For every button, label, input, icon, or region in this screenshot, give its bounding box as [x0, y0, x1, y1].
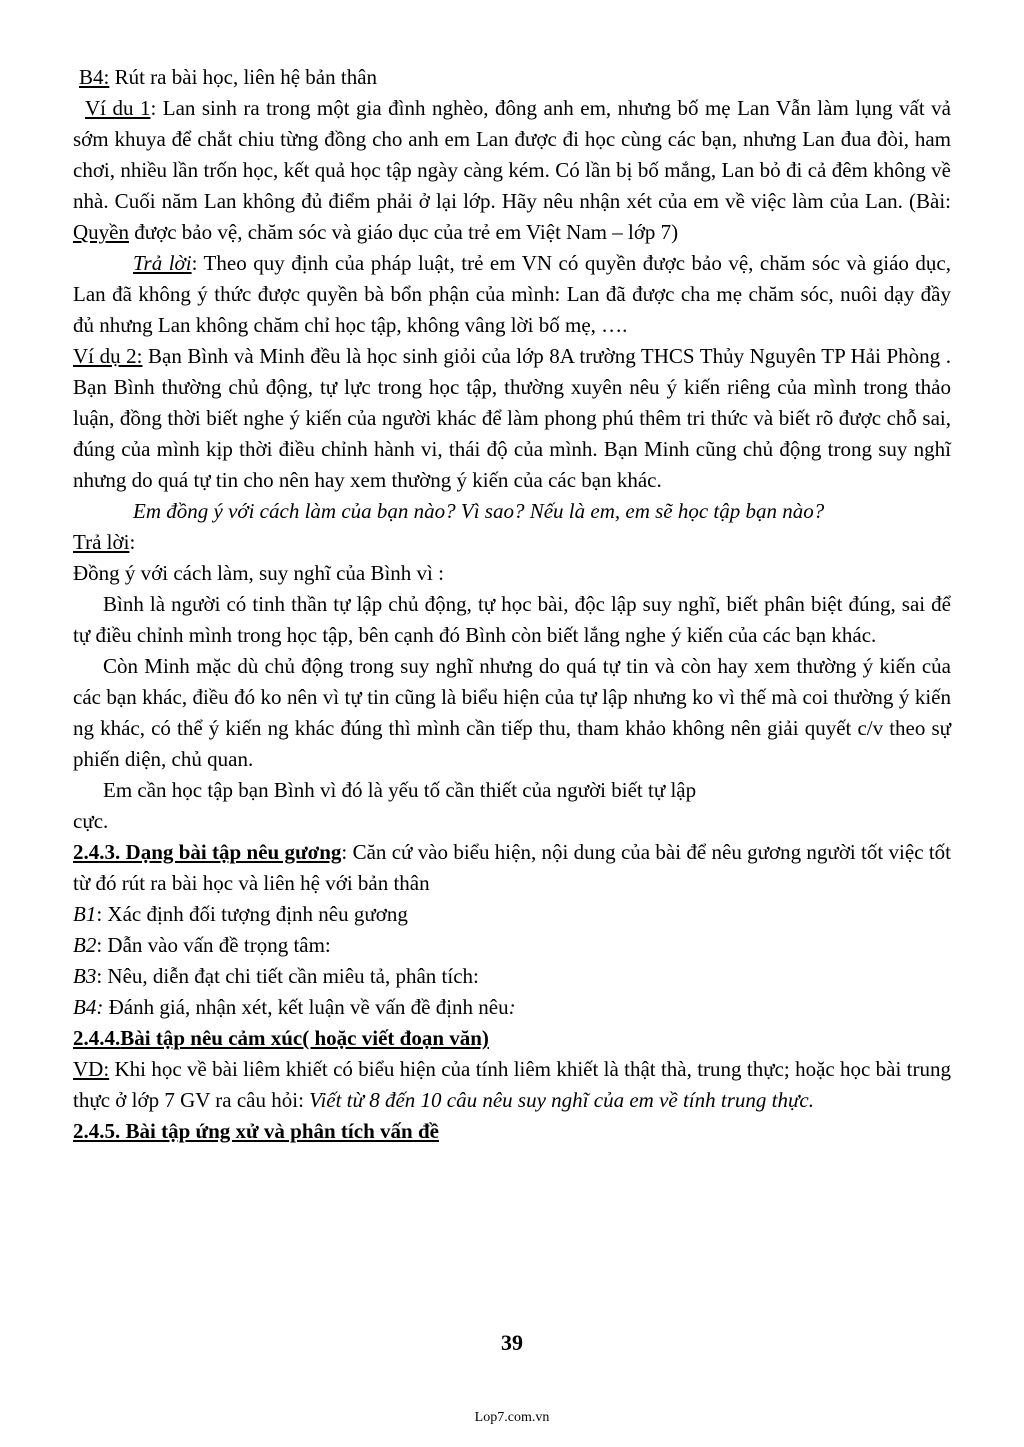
- document-body: [73, 62, 951, 1147]
- answer-2-p3: Còn Minh mặc dù chủ động trong suy nghĩ nhưng do quá tự tin và còn hay xem thường ý kiến của các bạn khác, điều đó ko nên vì tự tin cũng là biểu hiện của tự lập nhưng ko vì thế mà coi thường ý kiến ng khác, có thể ý kiến ng khác đúng thì mình cần tiếp thu, tham khảo không nên giải quyết c/v theo sự phiến diện, chủ quan.: [73, 654, 951, 771]
- step-b3-label: B3: [73, 964, 97, 988]
- answer-2-colon: :: [129, 530, 136, 554]
- example-1-label: Ví du 1: [85, 96, 151, 120]
- step-b4-label: B4:: [73, 995, 104, 1019]
- section-2-4-3: [73, 837, 951, 899]
- step-b1: [73, 899, 951, 930]
- example-2-question: Em đồng ý với cách làm của bạn nào? Vì sao? Nếu là em, em sẽ học tập bạn nào?: [133, 499, 825, 523]
- section-2-4-5-heading: 2.4.5. Bài tập ứng xử và phân tích vấn đề: [73, 1119, 439, 1143]
- section-2-4-4-heading: Bài tập nêu cảm xúc( hoặc viết đoạn văn): [120, 1026, 489, 1050]
- step-b3-text: : Nêu, diễn đạt chi tiết cần miêu tả, phân tích:: [96, 964, 479, 988]
- step-b3: [73, 961, 951, 992]
- section-2-4-4-text: Khi học về bài liêm khiết có biểu hiện của tính liêm khiết là thật thà, trung thực; hoặc học bài trung thực ở lớp 7 GV ra câu hỏi:: [73, 1057, 951, 1112]
- b4-text: Rút ra bài học, liên hệ bản thân: [109, 65, 378, 89]
- answer-2-p2: Bình là người có tinh thần tự lập chủ động, tự học bài, độc lập suy nghĩ, biết phân biệt đúng, sai để tự điều chỉnh mình trong học tập, bên cạnh đó Bình còn biết lắng nghe ý kiến của các bạn khác.: [73, 592, 951, 647]
- step-b4-text: Đánh giá, nhận xét, kết luận về vấn đề định nêu: [103, 995, 509, 1019]
- answer-2-p4: Em cần học tập bạn Bình vì đó là yếu tố cần thiết của người biết tự lập: [103, 778, 697, 802]
- example-1: [73, 93, 951, 248]
- example-2: [73, 341, 951, 496]
- page-number: 39: [501, 1330, 523, 1355]
- step-b4: [73, 992, 951, 1023]
- section-2-4-3-text: : Căn cứ vào biểu hiện, nội dung của bài để nêu gương người tốt việc tốt từ đó rút ra bài học và liên hệ với bản thân: [73, 840, 951, 895]
- section-2-4-4-example: [73, 1054, 951, 1116]
- answer-1-label: Trả lời: [133, 251, 192, 275]
- example-1-lesson-link: Quyền: [73, 220, 129, 244]
- answer-1-text: : Theo quy định của pháp luật, trẻ em VN có quyền được bảo vệ, chăm sóc và giáo dục, Lan đã không ý thức được quyền bà bổn phận của mình: Lan đã được cha mẹ chăm sóc, nuôi dạy đầy đủ nhưng Lan không chăm chỉ học tập, không vâng lời bố mẹ, ….: [73, 251, 951, 337]
- b4-step: [73, 62, 951, 93]
- section-2-4-4: [73, 1023, 951, 1054]
- footer-site: Lop7.com.vn: [474, 1410, 550, 1425]
- example-1-text: : Lan sinh ra trong một gia đình nghèo, đông anh em, nhưng bố mẹ Lan Vẫn làm lụng vất vả sớm khuya để chắt chiu từng đồng cho anh em Lan được đi học cùng các bạn, nhưng Lan đua đòi, ham chơi, nhiều lần trốn học, kết quả học tập ngày càng kém. Có lần bị bố mắng, Lan bỏ đi cả đêm không về nhà. Cuối năm Lan không đủ điểm phải ở lại lớp. Hãy nêu nhận xét của em về việc làm của Lan. (Bài:: [73, 96, 951, 213]
- section-2-4-4-vd-label: VD:: [73, 1057, 110, 1081]
- example-1-text-end: được bảo vệ, chăm sóc và giáo dục của trẻ em Việt Nam – lớp 7): [129, 220, 679, 244]
- step-b4-end: :: [508, 995, 516, 1019]
- step-b2-text: : Dẫn vào vấn đề trọng tâm:: [96, 933, 331, 957]
- answer-2-p1: Đồng ý với cách làm, suy nghĩ của Bình vì :: [73, 561, 444, 585]
- answer-2-p4-end: cực.: [73, 809, 109, 833]
- section-2-4-5: [73, 1116, 951, 1147]
- step-b1-label: B1: [73, 902, 97, 926]
- section-2-4-3-heading: 2.4.3. Dạng bài tập nêu gương: [73, 840, 342, 864]
- answer-1: [73, 248, 951, 341]
- section-2-4-4-prompt: Viết từ 8 đến 10 câu nêu suy nghĩ của em về tính trung thực.: [309, 1088, 814, 1112]
- section-2-4-4-number: 2.4.4.: [73, 1026, 121, 1050]
- step-b1-text: : Xác định đối tượng định nêu gương: [96, 902, 408, 926]
- example-2-label: Ví dụ 2:: [73, 344, 143, 368]
- example-2-text: Bạn Bình và Minh đều là học sinh giỏi của lớp 8A trường THCS Thủy Nguyên TP Hải Phòng . Bạn Bình thường chủ động, tự lực trong học tập, thường xuyên nêu ý kiến riêng của mình trong thảo luận, đồng thời biết nghe ý kiến của người khác để làm phong phú thêm tri thức và biết rõ được chỗ sai, đúng của mình kịp thời điều chỉnh hành vi, thái độ của mình. Bạn Minh cũng chủ động trong suy nghĩ nhưng do quá tự tin cho nên hay xem thường ý kiến của các bạn khác.: [73, 344, 951, 492]
- step-b2-label: B2: [73, 933, 97, 957]
- step-b2: [73, 930, 951, 961]
- b4-label: B4:: [79, 65, 110, 89]
- answer-2-heading: [73, 527, 951, 558]
- answer-2-label: Trả lời: [73, 530, 130, 554]
